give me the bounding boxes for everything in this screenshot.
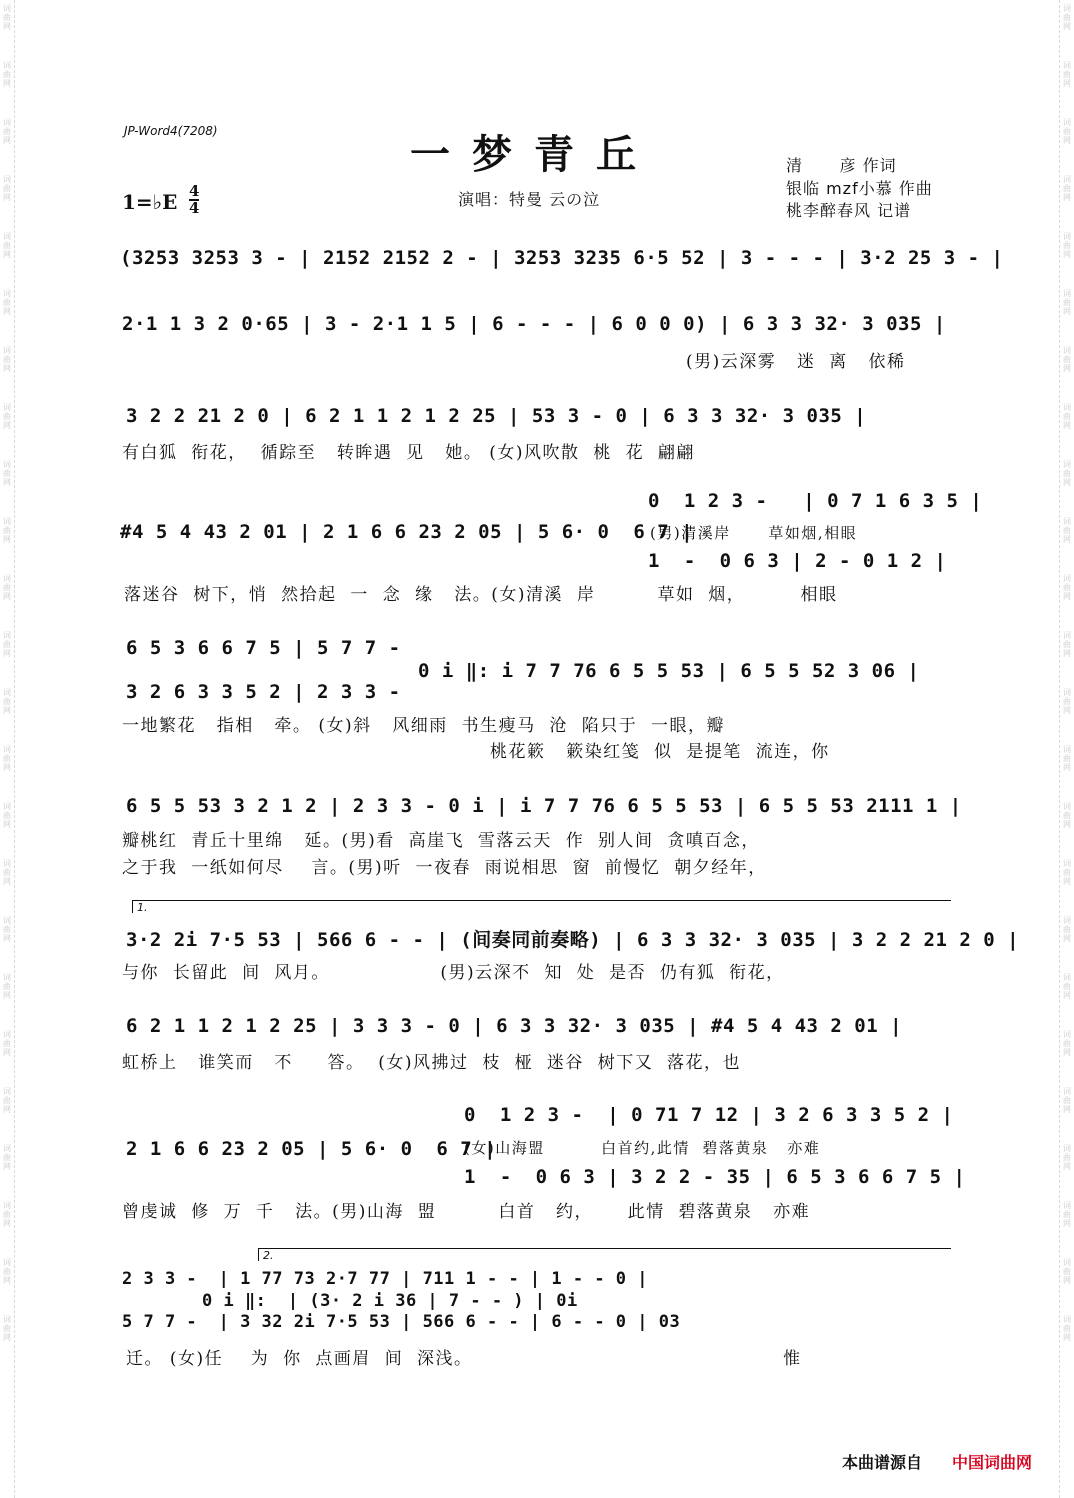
watermark-text: 词曲网 — [3, 460, 11, 487]
composer-credit: 银临 mzf小慕 作曲 — [786, 179, 933, 198]
watermark-text: 词曲网 — [1063, 4, 1071, 31]
watermark-text: 词曲网 — [1063, 745, 1071, 772]
watermark-text: 词曲网 — [1063, 1030, 1071, 1057]
watermark-text: 词曲网 — [3, 118, 11, 145]
watermark-text: 词曲网 — [1063, 1258, 1071, 1285]
watermark-text: 词曲网 — [3, 688, 11, 715]
lyric-line: 迁。 (女)任 为 你 点画眉 间 深浅。 惟 — [126, 1349, 802, 1369]
watermark-text: 词曲网 — [1063, 1201, 1071, 1228]
time-numerator: 4 — [189, 182, 200, 200]
song-title: 一梦青丘 — [410, 131, 658, 178]
watermark-text: 词曲网 — [3, 574, 11, 601]
notation-line: #4 5 4 43 2 01 | 2 1 6 6 23 2 05 | 5 6· 0 6 7 | — [120, 521, 694, 543]
time-signature — [189, 184, 199, 216]
watermark-text: 词曲网 — [3, 517, 11, 544]
watermark-text: 词曲网 — [3, 232, 11, 259]
lyric-line: 与你 长留此 间 风月。 (男)云深不 知 处 是否 仍有狐 衔花， — [122, 963, 785, 983]
watermark-text: 词曲网 — [3, 1087, 11, 1114]
watermark-text: 词曲网 — [3, 1030, 11, 1057]
singer-credit: 演唱：特曼 云の泣 — [458, 190, 601, 209]
watermark-text: 词曲网 — [3, 289, 11, 316]
lyric-line: 曾虔诚 修 万 千 法。(男)山海 盟 白首 约， 此情 碧落黄泉 亦难 — [122, 1202, 811, 1222]
watermark-text: 词曲网 — [3, 916, 11, 943]
software-tag: JP-Word4(7208) — [124, 124, 218, 138]
notation-line: 0 i ‖: i 7 7 76 6 5 5 53 | 6 5 5 52 3 06 | — [418, 660, 920, 682]
lyric-line-second-verse: 桃花簌 簌染红笺 似 是提笔 流连，你 — [490, 742, 830, 762]
watermark-text: 词曲网 — [3, 802, 11, 829]
notation-line: 6 2 1 1 2 1 2 25 | 3 3 3 - 0 | 6 3 3 32· 3 035 | #4 5 4 43 2 01 | — [126, 1015, 903, 1037]
watermark-column — [0, 0, 14, 1372]
source-label: 本曲谱源自 — [842, 1453, 923, 1472]
notation-line: 0 i ‖: | (3· 2 i 36 | 7 - - ) | 0i — [202, 1291, 578, 1311]
watermark-text: 词曲网 — [1063, 175, 1071, 202]
watermark-text: 词曲网 — [3, 631, 11, 658]
time-denominator: 4 — [189, 199, 200, 217]
notation-line-upper: 0 1 2 3 - | 0 71 7 12 | 3 2 6 3 3 5 2 | — [464, 1104, 954, 1126]
notation-line-lower: 3 2 6 3 3 5 2 | 2 3 3 - — [126, 681, 401, 703]
notation-line: (3253 3253 3 - | 2152 2152 2 - | 3253 3235 6·5 52 | 3 - - - | 3·2 25 3 - | — [120, 247, 1004, 269]
watermark-text: 词曲网 — [3, 1144, 11, 1171]
watermark-text: 词曲网 — [1063, 859, 1071, 886]
watermark-text: 词曲网 — [1063, 574, 1071, 601]
lyric-line: (男)云深雾 迷 离 依稀 — [686, 352, 906, 372]
lyric-line: 虹桥上 谁笑而 不 答。 (女)风拂过 枝 桠 迷谷 树下又 落花，也 — [122, 1053, 742, 1073]
notation-line-upper: 6 5 3 6 6 7 5 | 5 7 7 - — [126, 637, 401, 659]
watermark-text: 词曲网 — [1063, 232, 1071, 259]
notation-line: 3·2 2i 7·5 53 | 566 6 - - | (间奏同前奏略) | 6 3 3 32· 3 035 | 3 2 2 21 2 0 | — [126, 929, 1020, 951]
lyric-line: 有白狐 衔花， 循踪至 转眸遇 见 她。 (女)风吹散 桃 花 翩翩 — [122, 443, 695, 463]
volta-bracket-2 — [258, 1248, 951, 1261]
watermark-text: 词曲网 — [3, 403, 11, 430]
watermark-column — [1060, 0, 1074, 1372]
notation-line-lower: 5 7 7 - | 3 32 2i 7·5 53 | 566 6 - - | 6 - - 0 | 03 — [122, 1312, 681, 1332]
watermark-text: 词曲网 — [1063, 973, 1071, 1000]
notation-line-upper: 0 1 2 3 - | 0 7 1 6 3 5 | — [648, 490, 983, 512]
watermark-text: 词曲网 — [1063, 1087, 1071, 1114]
lyric-line: 落迷谷 树下，悄 然拾起 一 念 缘 法。(女)清溪 岸 草如 烟， 相眼 — [124, 585, 838, 605]
watermark-text: 词曲网 — [3, 1315, 11, 1342]
site-link[interactable]: 中国词曲网 — [952, 1453, 1033, 1472]
watermark-text: 词曲网 — [3, 859, 11, 886]
right-watermark-strip — [1059, 0, 1074, 1498]
lyric-line-second-verse: 之于我 一纸如何尽 言。(男)听 一夜春 雨说相思 窗 前慢忆 朝夕经年， — [122, 858, 767, 878]
lyric-line-upper: (男)清溪岸 草如烟,相眼 — [650, 524, 858, 542]
volta-label: 2. — [263, 1249, 274, 1262]
lyric-line-upper: (女)山海盟 白首约,此情 碧落黄泉 亦难 — [464, 1139, 821, 1157]
lyric-line: 一地繁花 指相 牵。 (女)斜 风细雨 书生瘦马 沧 陷只于 一眼，瓣 — [122, 716, 726, 736]
notation-line: 2 1 6 6 23 2 05 | 5 6· 0 6 7 | — [126, 1138, 497, 1160]
watermark-text: 词曲网 — [1063, 289, 1071, 316]
watermark-text: 词曲网 — [1063, 802, 1071, 829]
watermark-text: 词曲网 — [1063, 346, 1071, 373]
watermark-text: 词曲网 — [3, 745, 11, 772]
notation-line: 3 2 2 21 2 0 | 6 2 1 1 2 1 2 25 | 53 3 - 0 | 6 3 3 32· 3 035 | — [126, 405, 867, 427]
key-signature: 1=♭E — [122, 190, 178, 214]
notation-line-lower: 1 - 0 6 3 | 2 - 0 1 2 | — [648, 550, 947, 572]
transcriber-credit: 桃李醉春风 记谱 — [786, 201, 912, 220]
watermark-text: 词曲网 — [1063, 1315, 1071, 1342]
watermark-text: 词曲网 — [3, 346, 11, 373]
watermark-text: 词曲网 — [3, 4, 11, 31]
notation-line: 2·1 1 3 2 0·65 | 3 - 2·1 1 5 | 6 - - - | 6 0 0 0) | 6 3 3 32· 3 035 | — [122, 313, 946, 335]
lyricist-credit: 清 彦 作词 — [786, 156, 897, 175]
watermark-text: 词曲网 — [3, 175, 11, 202]
watermark-text: 词曲网 — [3, 1258, 11, 1285]
watermark-text: 词曲网 — [3, 61, 11, 88]
watermark-text: 词曲网 — [1063, 61, 1071, 88]
volta-label: 1. — [137, 901, 148, 914]
watermark-text: 词曲网 — [1063, 517, 1071, 544]
volta-bracket-1 — [132, 900, 951, 913]
left-watermark-strip — [0, 0, 15, 1498]
notation-line-upper: 2 3 3 - | 1 77 73 2·7 77 | 711 1 - - | 1 - - 0 | — [122, 1269, 649, 1289]
notation-line-lower: 1 - 0 6 3 | 3 2 2 - 35 | 6 5 3 6 6 7 5 | — [464, 1166, 966, 1188]
watermark-text: 词曲网 — [1063, 403, 1071, 430]
watermark-text: 词曲网 — [1063, 916, 1071, 943]
watermark-text: 词曲网 — [1063, 631, 1071, 658]
lyric-line: 瓣桃红 青丘十里绵 延。(男)看 高崖飞 雪落云天 作 别人间 贪嗔百念， — [122, 831, 760, 851]
watermark-text: 词曲网 — [1063, 1144, 1071, 1171]
watermark-text: 词曲网 — [1063, 688, 1071, 715]
watermark-text: 词曲网 — [3, 973, 11, 1000]
watermark-text: 词曲网 — [1063, 460, 1071, 487]
notation-line: 6 5 5 53 3 2 1 2 | 2 3 3 - 0 i | i 7 7 76 6 5 5 53 | 6 5 5 53 2111 1 | — [126, 795, 962, 817]
watermark-text: 词曲网 — [1063, 118, 1071, 145]
watermark-text: 词曲网 — [3, 1201, 11, 1228]
